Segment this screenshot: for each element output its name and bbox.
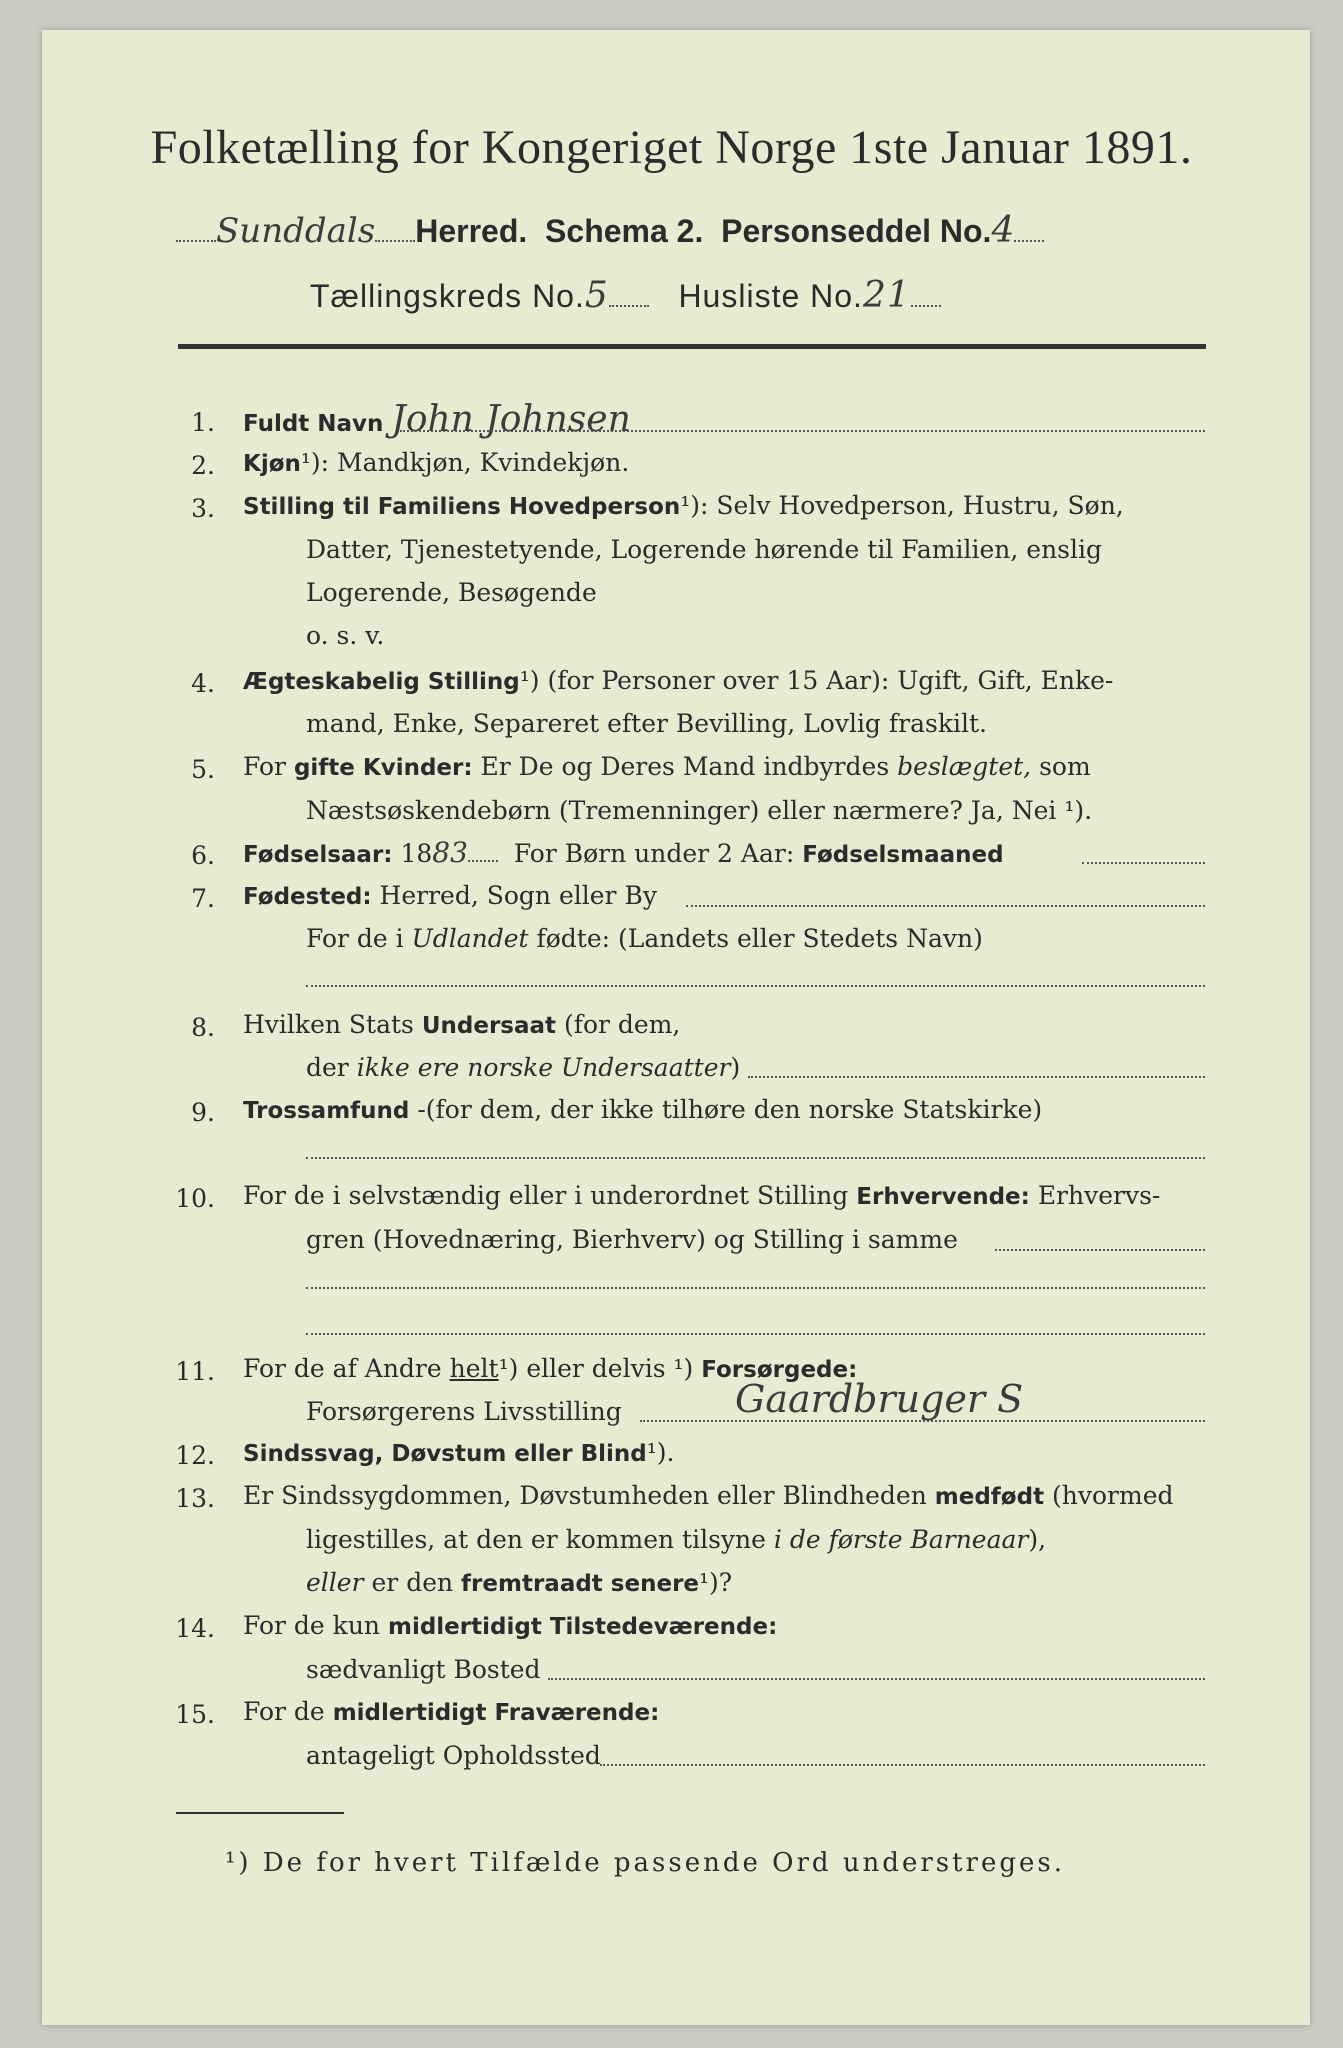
- item-number: 8.: [191, 1013, 215, 1042]
- item-number: 11.: [175, 1357, 215, 1386]
- footnote-rule: [176, 1812, 344, 1814]
- item-number: 10.: [175, 1184, 215, 1213]
- birthplace-abroad-text: fødte: (Landets eller Stedets Navn): [536, 924, 983, 953]
- temp-present-pre: For de kun: [243, 1611, 381, 1640]
- gender-text: ¹): Mandkjøn, Kvindekjøn.: [300, 448, 630, 477]
- herred-label: Herred.: [415, 213, 528, 249]
- item-2-row: [243, 448, 629, 479]
- occupation-text-line2: gren (Hovednæring, Bierhverv) og Stilling i samme: [306, 1225, 958, 1254]
- item-13-row: [243, 1481, 1174, 1512]
- item-14-row: [243, 1611, 777, 1642]
- family-position-text: ¹): Selv Hovedperson, Hustru, Søn,: [680, 491, 1124, 520]
- item-number: 2.: [191, 451, 215, 480]
- supporter-row: [306, 1397, 622, 1427]
- birth-month-fill-line: [1082, 862, 1205, 864]
- birth-year-value: 83: [432, 836, 468, 869]
- occupation-text: For de i selvstændig eller i underordnet Stilling: [243, 1181, 849, 1210]
- item-number: 4.: [191, 669, 215, 698]
- item-number: 6.: [191, 841, 215, 870]
- congenital-close: ),: [1028, 1525, 1047, 1554]
- birthplace-label: Fødested:: [243, 884, 372, 910]
- herred-line: [176, 210, 1206, 260]
- item-number: 1.: [191, 408, 215, 437]
- item-number: 9.: [191, 1098, 215, 1127]
- item-6-row: [243, 838, 1004, 870]
- birth-month-label: Fødselsmaaned: [802, 842, 1004, 868]
- congenital-row-3: [306, 1568, 732, 1599]
- occupation-fill-line-2: [306, 1287, 1205, 1289]
- footnote: ¹) De for hvert Tilfælde passende Ord understreges.: [225, 1848, 1066, 1878]
- married-women-pre: For: [243, 752, 286, 781]
- birthplace-abroad-row: [306, 924, 983, 954]
- occupation-text-end: Erhvervs-: [1037, 1181, 1161, 1210]
- marital-status-text-line2: mand, Enke, Separeret efter Bevilling, Lovlig fraskilt.: [306, 709, 987, 738]
- supported-text: For de af Andre: [243, 1354, 442, 1383]
- congenital-text-end: (hvormed: [1052, 1481, 1174, 1510]
- married-women-italic: beslægtet,: [897, 752, 1032, 781]
- personseddel-label: Personseddel No.: [721, 213, 992, 249]
- item-number: 15.: [175, 1700, 215, 1729]
- item-number: 12.: [175, 1441, 215, 1470]
- supported-label: Forsørgede:: [701, 1357, 858, 1383]
- married-women-text-line2: Næstsøskendebørn (Tremenninger) eller nærmere? Ja, Nei ¹).: [306, 796, 1093, 825]
- birth-year-text: For Børn under 2 Aar:: [513, 839, 795, 868]
- citizenship-fill-line: [748, 1076, 1205, 1078]
- supporter-fill-line: [640, 1420, 1205, 1422]
- item-7-row: [243, 881, 657, 912]
- religion-fill-line: [306, 1157, 1205, 1159]
- supported-helt: helt: [449, 1354, 499, 1383]
- form-title: Folketælling for Kongeriget Norge 1ste Januar 1891.: [150, 121, 1193, 174]
- kreds-value: 5: [584, 275, 609, 316]
- probable-residence-fill-line: [600, 1764, 1205, 1766]
- married-women-text: Er De og Deres Mand indbyrdes: [480, 752, 890, 781]
- religion-label: Trossamfund: [243, 1098, 410, 1124]
- supporter-value-wrap: [735, 1377, 1024, 1421]
- citizenship-row-2: [306, 1053, 740, 1083]
- citizenship-label: Undersaat: [421, 1013, 557, 1039]
- usual-residence-label: sædvanligt Bosted: [306, 1655, 541, 1684]
- married-women-text-end: som: [1039, 752, 1091, 781]
- citizenship-close: ): [730, 1053, 741, 1082]
- occupation-fill-line-1: [995, 1249, 1205, 1251]
- full-name-value: John Johnsen: [391, 399, 631, 440]
- item-5-row: [243, 752, 1091, 783]
- item-10-row: [243, 1181, 1160, 1212]
- family-position-text-line4: o. s. v.: [306, 621, 385, 650]
- congenital-text-2: ligestilles, at den er kommen tilsyne: [306, 1525, 766, 1554]
- kreds-line: [310, 275, 1110, 325]
- husliste-value: 21: [862, 275, 911, 316]
- congenital-text: Er Sindssygdommen, Døvstumheden eller Blindheden: [243, 1481, 927, 1510]
- citizenship-der: der: [306, 1053, 349, 1082]
- birthplace-abroad-fill-line: [306, 985, 1205, 987]
- marital-status-label: Ægteskabelig Stilling: [243, 669, 520, 695]
- schema-label: Schema 2.: [545, 213, 704, 249]
- item-number: 5.: [191, 755, 215, 784]
- item-3-row: [243, 491, 1124, 522]
- birthplace-abroad-italic: Udlandet: [411, 924, 529, 953]
- item-9-row: [243, 1095, 1042, 1126]
- birth-year-label: Fødselsaar:: [243, 842, 393, 868]
- disability-label: Sindssvag, Døvstum eller Blind: [243, 1441, 647, 1467]
- occupation-fill-line-3: [306, 1333, 1205, 1335]
- probable-residence-label: antageligt Opholdssted: [306, 1741, 601, 1770]
- congenital-label: medfødt: [934, 1484, 1045, 1510]
- congenital-italic: i de første Barneaar: [773, 1525, 1029, 1554]
- disability-text: ¹).: [646, 1438, 675, 1467]
- religion-text: -(for dem, der ikke tilhøre den norske Statskirke): [417, 1095, 1043, 1124]
- full-name-fill-line: [400, 430, 1205, 432]
- item-4-row: [243, 666, 1113, 697]
- item-8-row: [243, 1010, 680, 1041]
- birthplace-fill-line: [686, 905, 1205, 907]
- item-1-row: [243, 399, 631, 440]
- supporter-label: Forsørgerens Livsstilling: [306, 1397, 622, 1426]
- birthplace-abroad-pre: For de i: [306, 924, 404, 953]
- acquired-text: ¹)?: [699, 1568, 733, 1597]
- item-15-row: [243, 1697, 659, 1728]
- birth-year-prefix: 18: [400, 839, 433, 868]
- item-number: 3.: [191, 494, 215, 523]
- temp-absent-pre: For de: [243, 1697, 325, 1726]
- herred-value: Sunddals: [216, 211, 376, 251]
- usual-residence-fill-line: [548, 1678, 1205, 1680]
- family-position-text-line2: Datter, Tjenestetyende, Logerende hørende til Familien, enslig: [306, 535, 1103, 564]
- temp-present-label: midlertidigt Tilstedeværende:: [387, 1614, 778, 1640]
- personseddel-value: 4: [991, 210, 1015, 251]
- family-position-text-line3: Logerende, Besøgende: [306, 578, 597, 607]
- husliste-label: Husliste No.: [678, 278, 863, 314]
- citizenship-pre: Hvilken Stats: [243, 1010, 414, 1039]
- acquired-label: fremtraadt senere: [461, 1571, 700, 1597]
- item-number: 14.: [175, 1614, 215, 1643]
- full-name-label: Fuldt Navn: [243, 411, 384, 437]
- occupation-label: Erhvervende:: [856, 1184, 1030, 1210]
- item-number: 13.: [175, 1484, 215, 1513]
- birthplace-text: Herred, Sogn eller By: [379, 881, 657, 910]
- congenital-row-2: [306, 1525, 1046, 1555]
- congenital-eller: eller: [306, 1568, 364, 1597]
- congenital-text-3: er den: [371, 1568, 454, 1597]
- marital-status-text: ¹) (for Personer over 15 Aar): Ugift, Gift, Enke-: [519, 666, 1114, 695]
- item-12-row: [243, 1438, 675, 1469]
- supported-text-mid: ¹) eller delvis ¹): [498, 1354, 694, 1383]
- family-position-label: Stilling til Familiens Hovedperson: [243, 494, 681, 520]
- citizenship-text: (for dem,: [563, 1010, 681, 1039]
- header-rule: [178, 344, 1206, 349]
- item-number: 7.: [191, 884, 215, 913]
- citizenship-italic: ikke ere norske Undersaatter: [356, 1053, 731, 1082]
- kreds-label: Tællingskreds No.: [310, 278, 585, 314]
- temp-absent-label: midlertidigt Fraværende:: [332, 1700, 660, 1726]
- married-women-label: gifte Kvinder:: [293, 755, 473, 781]
- gender-label: Kjøn: [243, 451, 301, 477]
- supporter-value: Gaardbruger S: [735, 1377, 1024, 1421]
